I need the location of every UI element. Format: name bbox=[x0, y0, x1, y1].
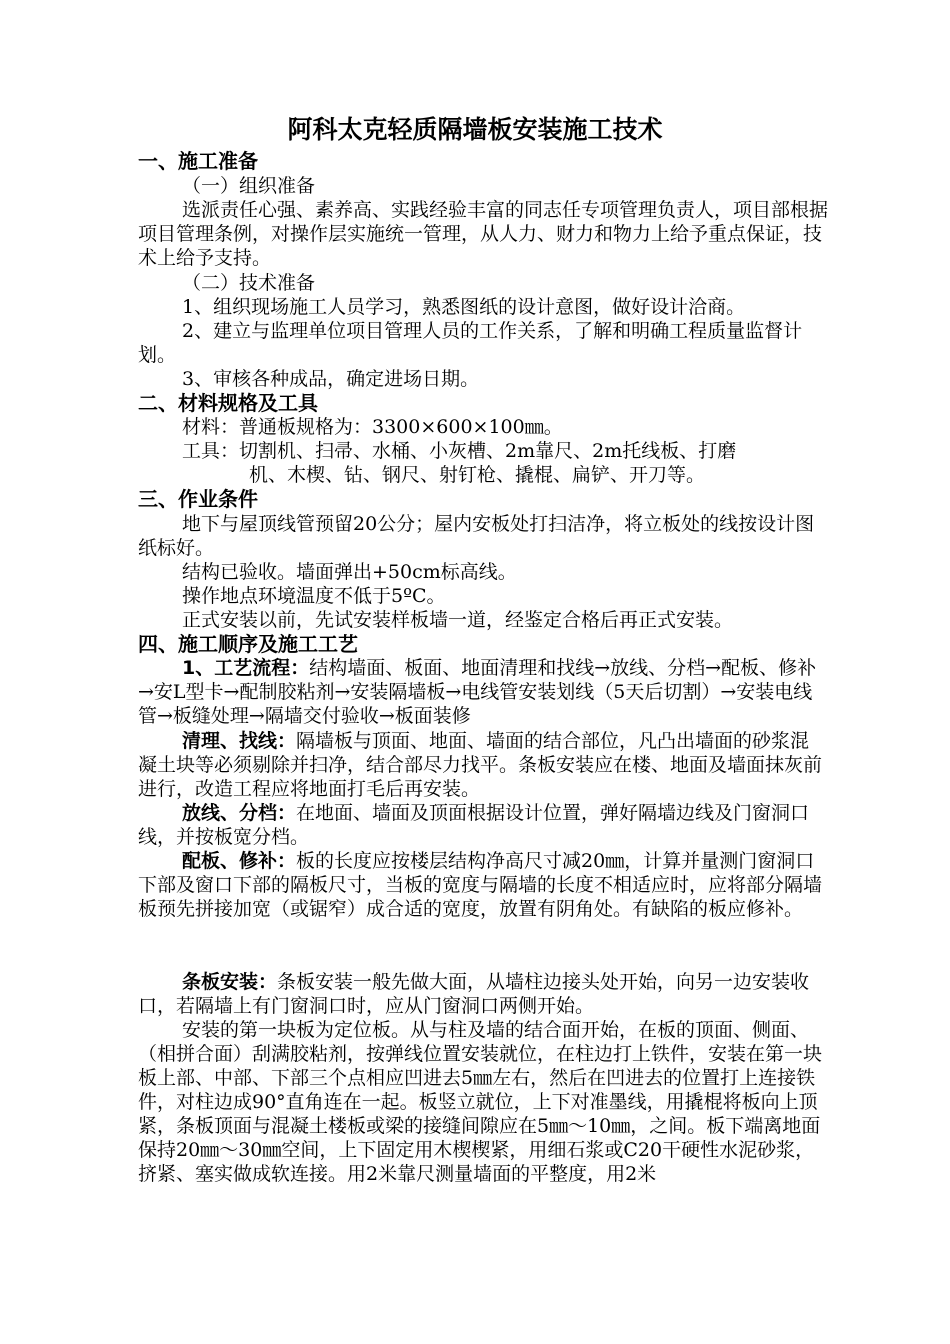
cleaning-label: 清理、找线： bbox=[182, 730, 297, 752]
paragraph-conditions-2: 结构已验收。墙面弹出+50cm标高线。 bbox=[182, 561, 517, 583]
paragraph-conditions-1: 地下与屋顶线管预留20公分；屋内安板处打扫洁净，将立板处的线按设计图纸标好。 bbox=[138, 513, 815, 559]
process-flow-text: 结构墙面、板面、地面清理和找线→放线、分档→配板、修补→安L型卡→配制胶粘剂→安装隔墙板→电线管安装划线（5天后切割）→安装电线管→板缝处理→隔墙交付验收→板面装修 bbox=[138, 657, 817, 727]
layout-text: 在地面、墙面及顶面根据设计位置，弹好隔墙边线及门窗洞口线，并按板宽分档。 bbox=[138, 802, 810, 848]
paragraph-layout bbox=[138, 801, 828, 849]
list-item-1: 1、组织现场施工人员学习，熟悉图纸的设计意图，做好设计洽商。 bbox=[182, 296, 746, 318]
board-fitting-text: 板的长度应按楼层结构净高尺寸减20㎜，计算并量测门窗洞口下部及窗口下部的隔板尺寸，当板的宽度与隔墙的长度不相适应时，应将部分隔墙板预先拼接加宽（或锯窄）成合适的宽度，放置有阴角处。有缺陷的板应修补。 bbox=[138, 850, 823, 920]
board-fitting-label: 配板、修补： bbox=[182, 850, 297, 872]
list-item-2: 2、建立与监理单位项目管理人员的工作关系，了解和明确工程质量监督计划。 bbox=[138, 320, 803, 366]
list-item-3: 3、审核各种成品，确定进场日期。 bbox=[182, 368, 480, 390]
materials-line: 材料：普通板规格为：3300×600×100㎜。 bbox=[182, 416, 563, 438]
document-title: 阿科太克轻质隔墙板安装施工技术 bbox=[287, 115, 663, 144]
layout-label: 放线、分档： bbox=[182, 802, 297, 824]
paragraph-conditions-4: 正式安装以前，先试安装样板墙一道，经鉴定合格后再正式安装。 bbox=[182, 609, 734, 631]
board-install-label: 条板安装： bbox=[182, 971, 278, 993]
paragraph-organization: 选派责任心强、素养高、实践经验丰富的同志任专项管理负责人，项目部根据项目管理条例，对操作层实施统一管理，从人力、财力和物力上给予重点保证，技术上给予支持。 bbox=[138, 199, 829, 269]
section-heading-preparation: 一、施工准备 bbox=[138, 149, 258, 173]
subheading-technical: （二）技术准备 bbox=[182, 272, 316, 294]
paragraph-first-board: 安装的第一块板为定位板。从与柱及墙的结合面开始，在板的顶面、侧面、（相拼合面）刮满胶粘剂，按弹线位置安装就位，在柱边打上铁件，安装在第一块板上部、中部、下部三个点相应凹进去5㎜左右，然后在凹进去的位置打上连接铁件，对柱边成90°直角连在一起。板竖立就位，上下对准墨线，用撬棍将板向上顶紧，条板顶面与混凝土楼板或梁的接缝间隙应在5㎜～10㎜，之间。板下端离地面保持20㎜～30㎜空间，上下固定用木楔楔紧，用细石浆或C20干硬性水泥砂浆，挤紧、塞实做成软连接。用2米靠尺测量墙面的平整度，用2米 bbox=[138, 1019, 823, 1185]
process-flow-label: 1、工艺流程： bbox=[182, 657, 310, 679]
section-heading-conditions: 三、作业条件 bbox=[138, 487, 258, 511]
paragraph-process-flow bbox=[138, 656, 828, 728]
subheading-organization: （一）组织准备 bbox=[182, 175, 316, 197]
board-install-text: 条板安装一般先做大面，从墙柱边接头处开始，向另一边安装收口，若隔墙上有门窗洞口时，应从门窗洞口两侧开始。 bbox=[138, 971, 810, 1017]
cleaning-text: 隔墙板与顶面、地面、墙面的结合部位，凡凸出墙面的砂浆混凝土块等必须剔除并扫净，结合部尽力找平。条板安装应在楼、地面及墙面抹灰前进行，改造工程应将地面打毛后再安装。 bbox=[138, 730, 823, 800]
paragraph-board-install bbox=[138, 970, 828, 1018]
section-heading-materials: 二、材料规格及工具 bbox=[138, 391, 318, 415]
section-heading-process: 四、施工顺序及施工工艺 bbox=[138, 632, 358, 656]
tools-block bbox=[138, 439, 872, 487]
tools-line-2: 机、木楔、钻、钢尺、射钉枪、撬棍、扁铲、开刀等。 bbox=[249, 464, 706, 486]
tools-line-1: 工具：切割机、扫帚、水桶、小灰槽、2m靠尺、2m托线板、打磨 bbox=[182, 440, 737, 462]
paragraph-board-fitting bbox=[138, 849, 828, 921]
paragraph-cleaning bbox=[138, 729, 828, 801]
paragraph-conditions-3: 操作地点环境温度不低于5ºC。 bbox=[182, 585, 446, 607]
